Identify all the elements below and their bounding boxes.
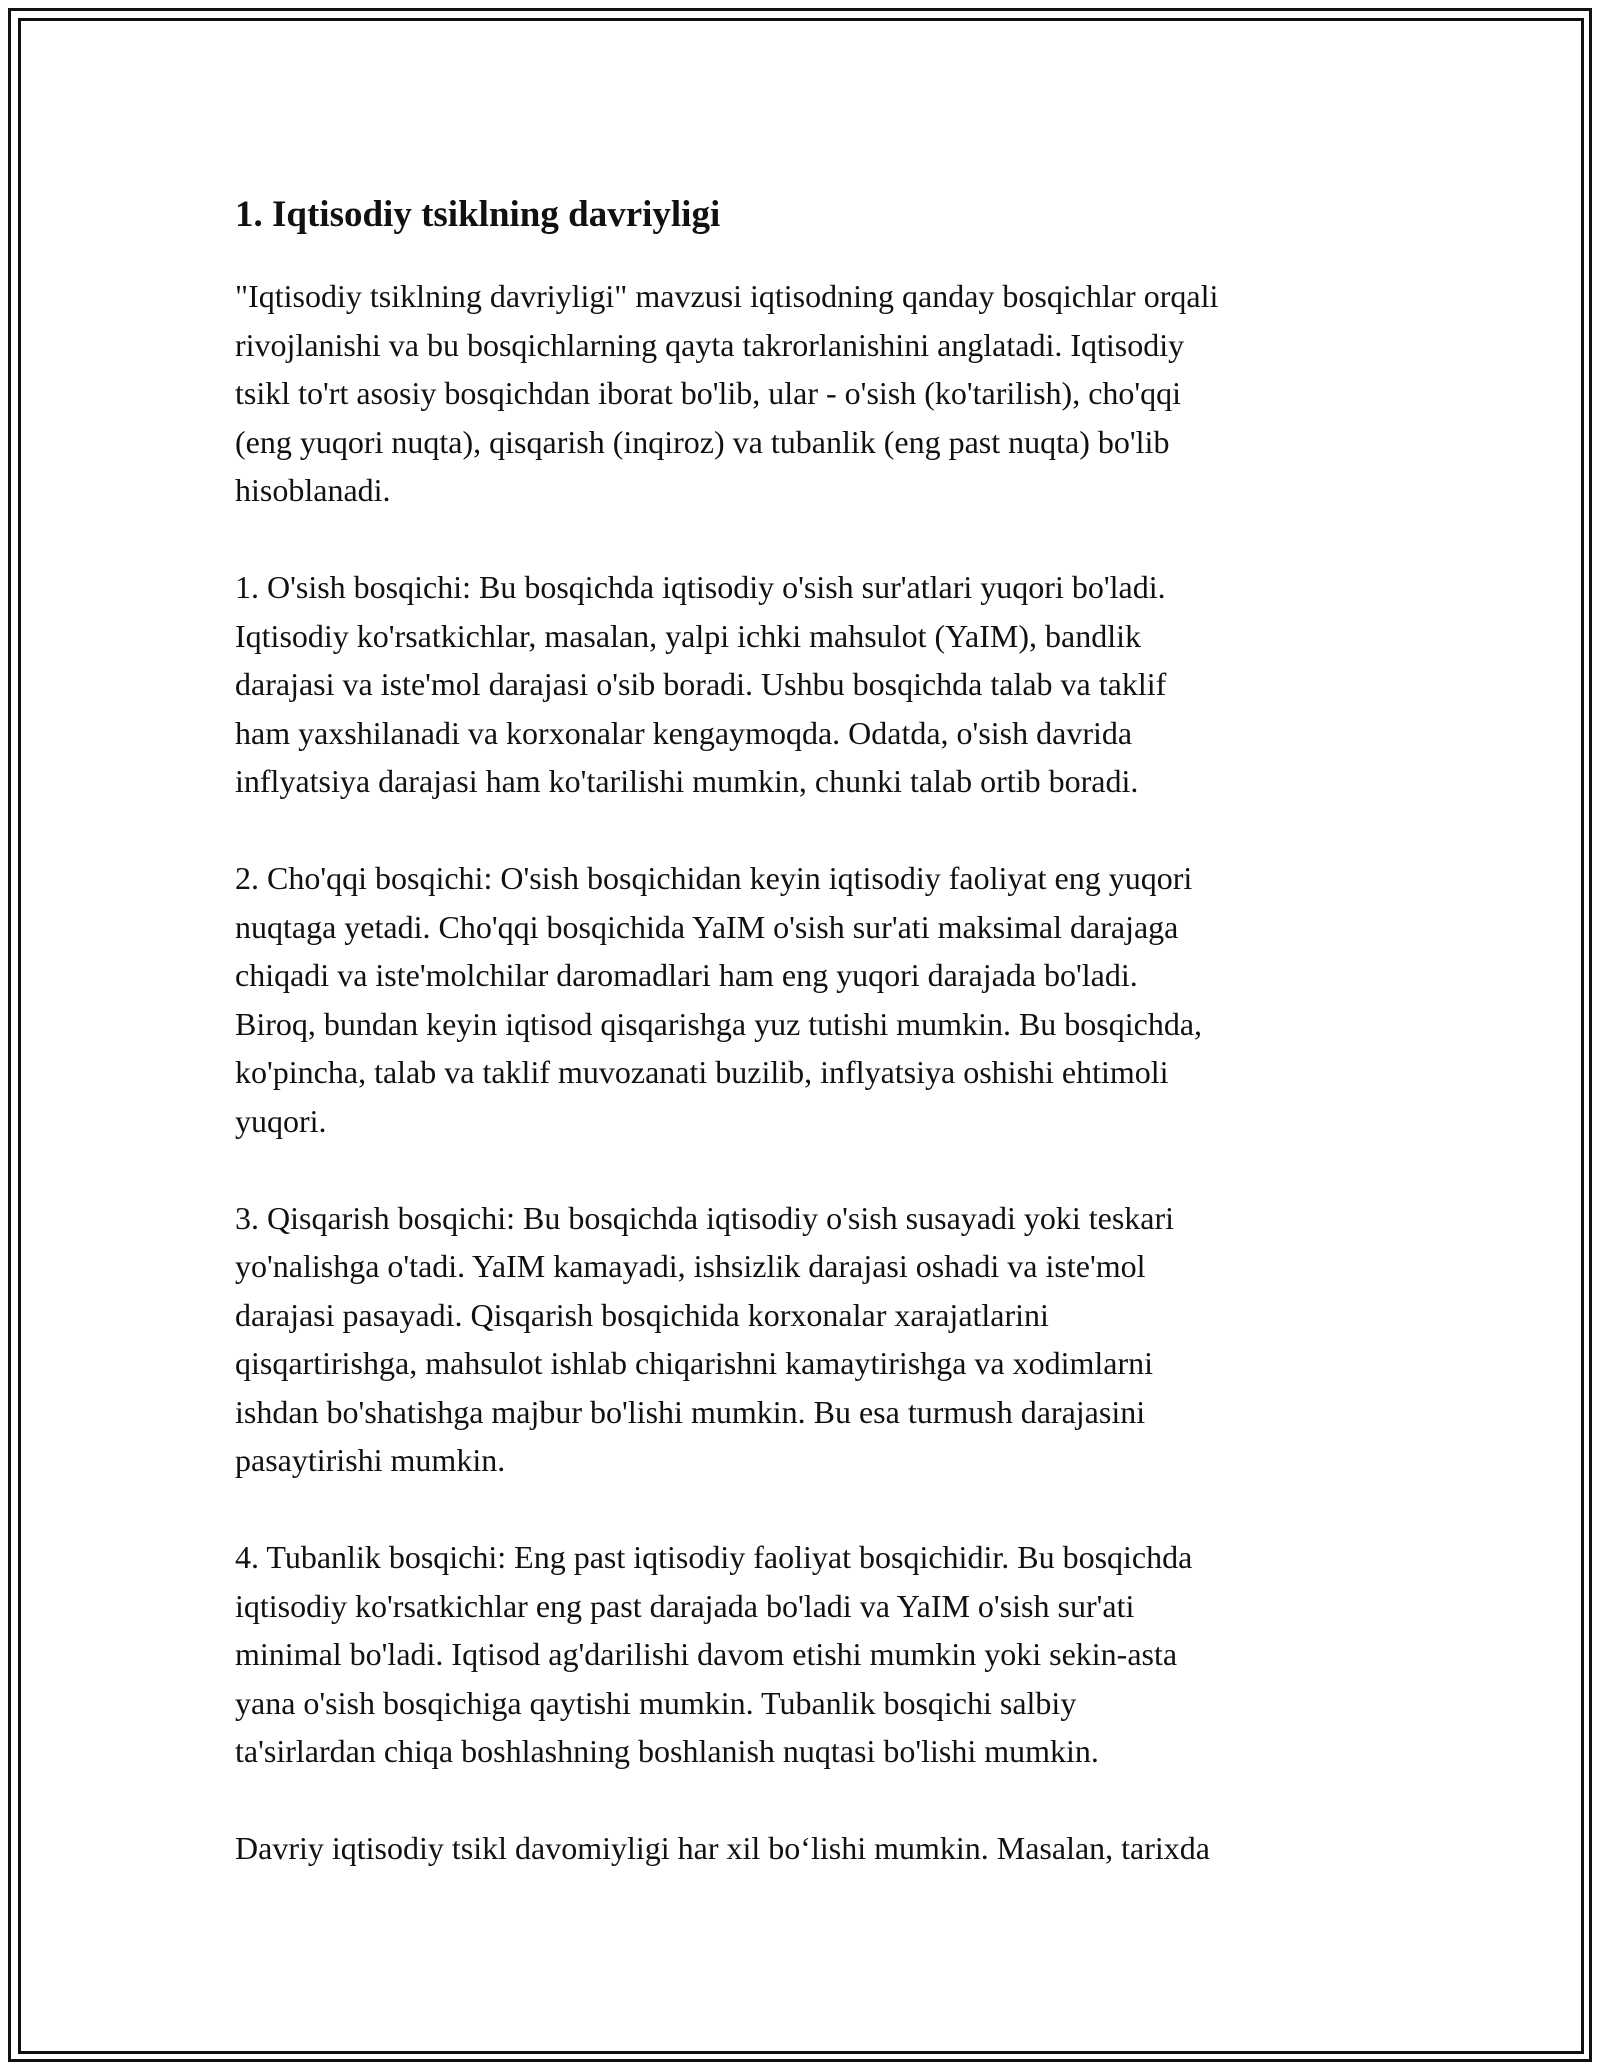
text-line: pasaytirishi mumkin. <box>235 1442 506 1478</box>
text-line: iqtisodiy ko'rsatkichlar eng past darajada bo'ladi va YaIM o'sish sur'ati <box>235 1587 1135 1624</box>
paragraph-contraction-stage <box>235 1194 1370 1485</box>
text-line: "Iqtisodiy tsiklning davriyligi" mavzusi iqtisodning qanday bosqichlar orqali <box>235 278 1219 314</box>
document-body <box>235 188 1370 1921</box>
text-line: darajasi pasayadi. Qisqarish bosqichida korxonalar xarajatlarini <box>235 1296 1049 1333</box>
text-line: Davriy iqtisodiy tsikl davomiyligi har xil bo‘lishi mumkin. Masalan, tarixda <box>235 1830 1210 1866</box>
text-line: yuqori. <box>235 1102 327 1139</box>
text-line: hisoblanadi. <box>235 472 391 508</box>
text-line: rivojlanishi va bu bosqichlarning qayta takrorlanishini anglatadi. Iqtisodiy <box>235 326 1185 363</box>
paragraph-peak-stage <box>235 854 1370 1145</box>
text-line: 2. Cho'qqi bosqichi: O'sish bosqichidan keyin iqtisodiy faoliyat eng yuqori <box>235 860 1193 896</box>
text-line: yana o'sish bosqichiga qaytishi mumkin. Tubanlik bosqichi salbiy <box>235 1684 1077 1721</box>
text-line: 4. Tubanlik bosqichi: Eng past iqtisodiy faoliyat bosqichidir. Bu bosqichda <box>235 1539 1193 1575</box>
text-line: (eng yuqori nuqta), qisqarish (inqiroz) va tubanlik (eng past nuqta) bo'lib <box>235 423 1170 460</box>
paragraph-growth-stage <box>235 563 1370 806</box>
text-line: ham yaxshilanadi va korxonalar kengaymoqda. Odatda, o'sish davrida <box>235 714 1133 751</box>
paragraph-cycle-duration <box>235 1824 1370 1873</box>
text-line: qisqartirishga, mahsulot ishlab chiqarishni kamaytirishga va xodimlarni <box>235 1345 1154 1381</box>
text-line: ta'sirlardan chiqa boshlashning boshlanish nuqtasi bo'lishi mumkin. <box>235 1733 1099 1769</box>
text-line: tsikl to'rt asosiy bosqichdan iborat bo'lib, ular - o'sish (ko'tarilish), cho'qqi <box>235 375 1182 411</box>
paragraph-trough-stage <box>235 1533 1370 1776</box>
text-line: nuqtaga yetadi. Cho'qqi bosqichida YaIM o'sish sur'ati maksimal darajaga <box>235 908 1179 945</box>
text-line: inflyatsiya darajasi ham ko'tarilishi mumkin, chunki talab ortib boradi. <box>235 763 1139 799</box>
text-line: darajasi va iste'mol darajasi o'sib boradi. Ushbu bosqichda talab va taklif <box>235 666 1167 702</box>
text-line: Iqtisodiy ko'rsatkichlar, masalan, yalpi ichki mahsulot (YaIM), bandlik <box>235 617 1141 654</box>
paragraph-intro <box>235 272 1370 515</box>
document-title: 1. Iqtisodiy tsiklning davriyligi <box>235 194 721 235</box>
text-line: 1. O'sish bosqichi: Bu bosqichda iqtisodiy o'sish sur'atlari yuqori bo'ladi. <box>235 569 1166 605</box>
text-line: ishdan bo'shatishga majbur bo'lishi mumkin. Bu esa turmush darajasini <box>235 1393 1146 1430</box>
text-line: yo'nalishga o'tadi. YaIM kamayadi, ishsizlik darajasi oshadi va iste'mol <box>235 1248 1146 1284</box>
text-line: chiqadi va iste'molchilar daromadlari ham eng yuqori darajada bo'ladi. <box>235 957 1138 993</box>
text-line: ko'pincha, talab va taklif muvozanati buzilib, inflyatsiya oshishi ehtimoli <box>235 1054 1169 1090</box>
text-line: Biroq, bundan keyin iqtisod qisqarishga yuz tutishi mumkin. Bu bosqichda, <box>235 1005 1203 1042</box>
text-line: minimal bo'ladi. Iqtisod ag'darilishi davom etishi mumkin yoki sekin-asta <box>235 1636 1178 1672</box>
text-line: 3. Qisqarish bosqichi: Bu bosqichda iqtisodiy o'sish susayadi yoki teskari <box>235 1199 1175 1236</box>
